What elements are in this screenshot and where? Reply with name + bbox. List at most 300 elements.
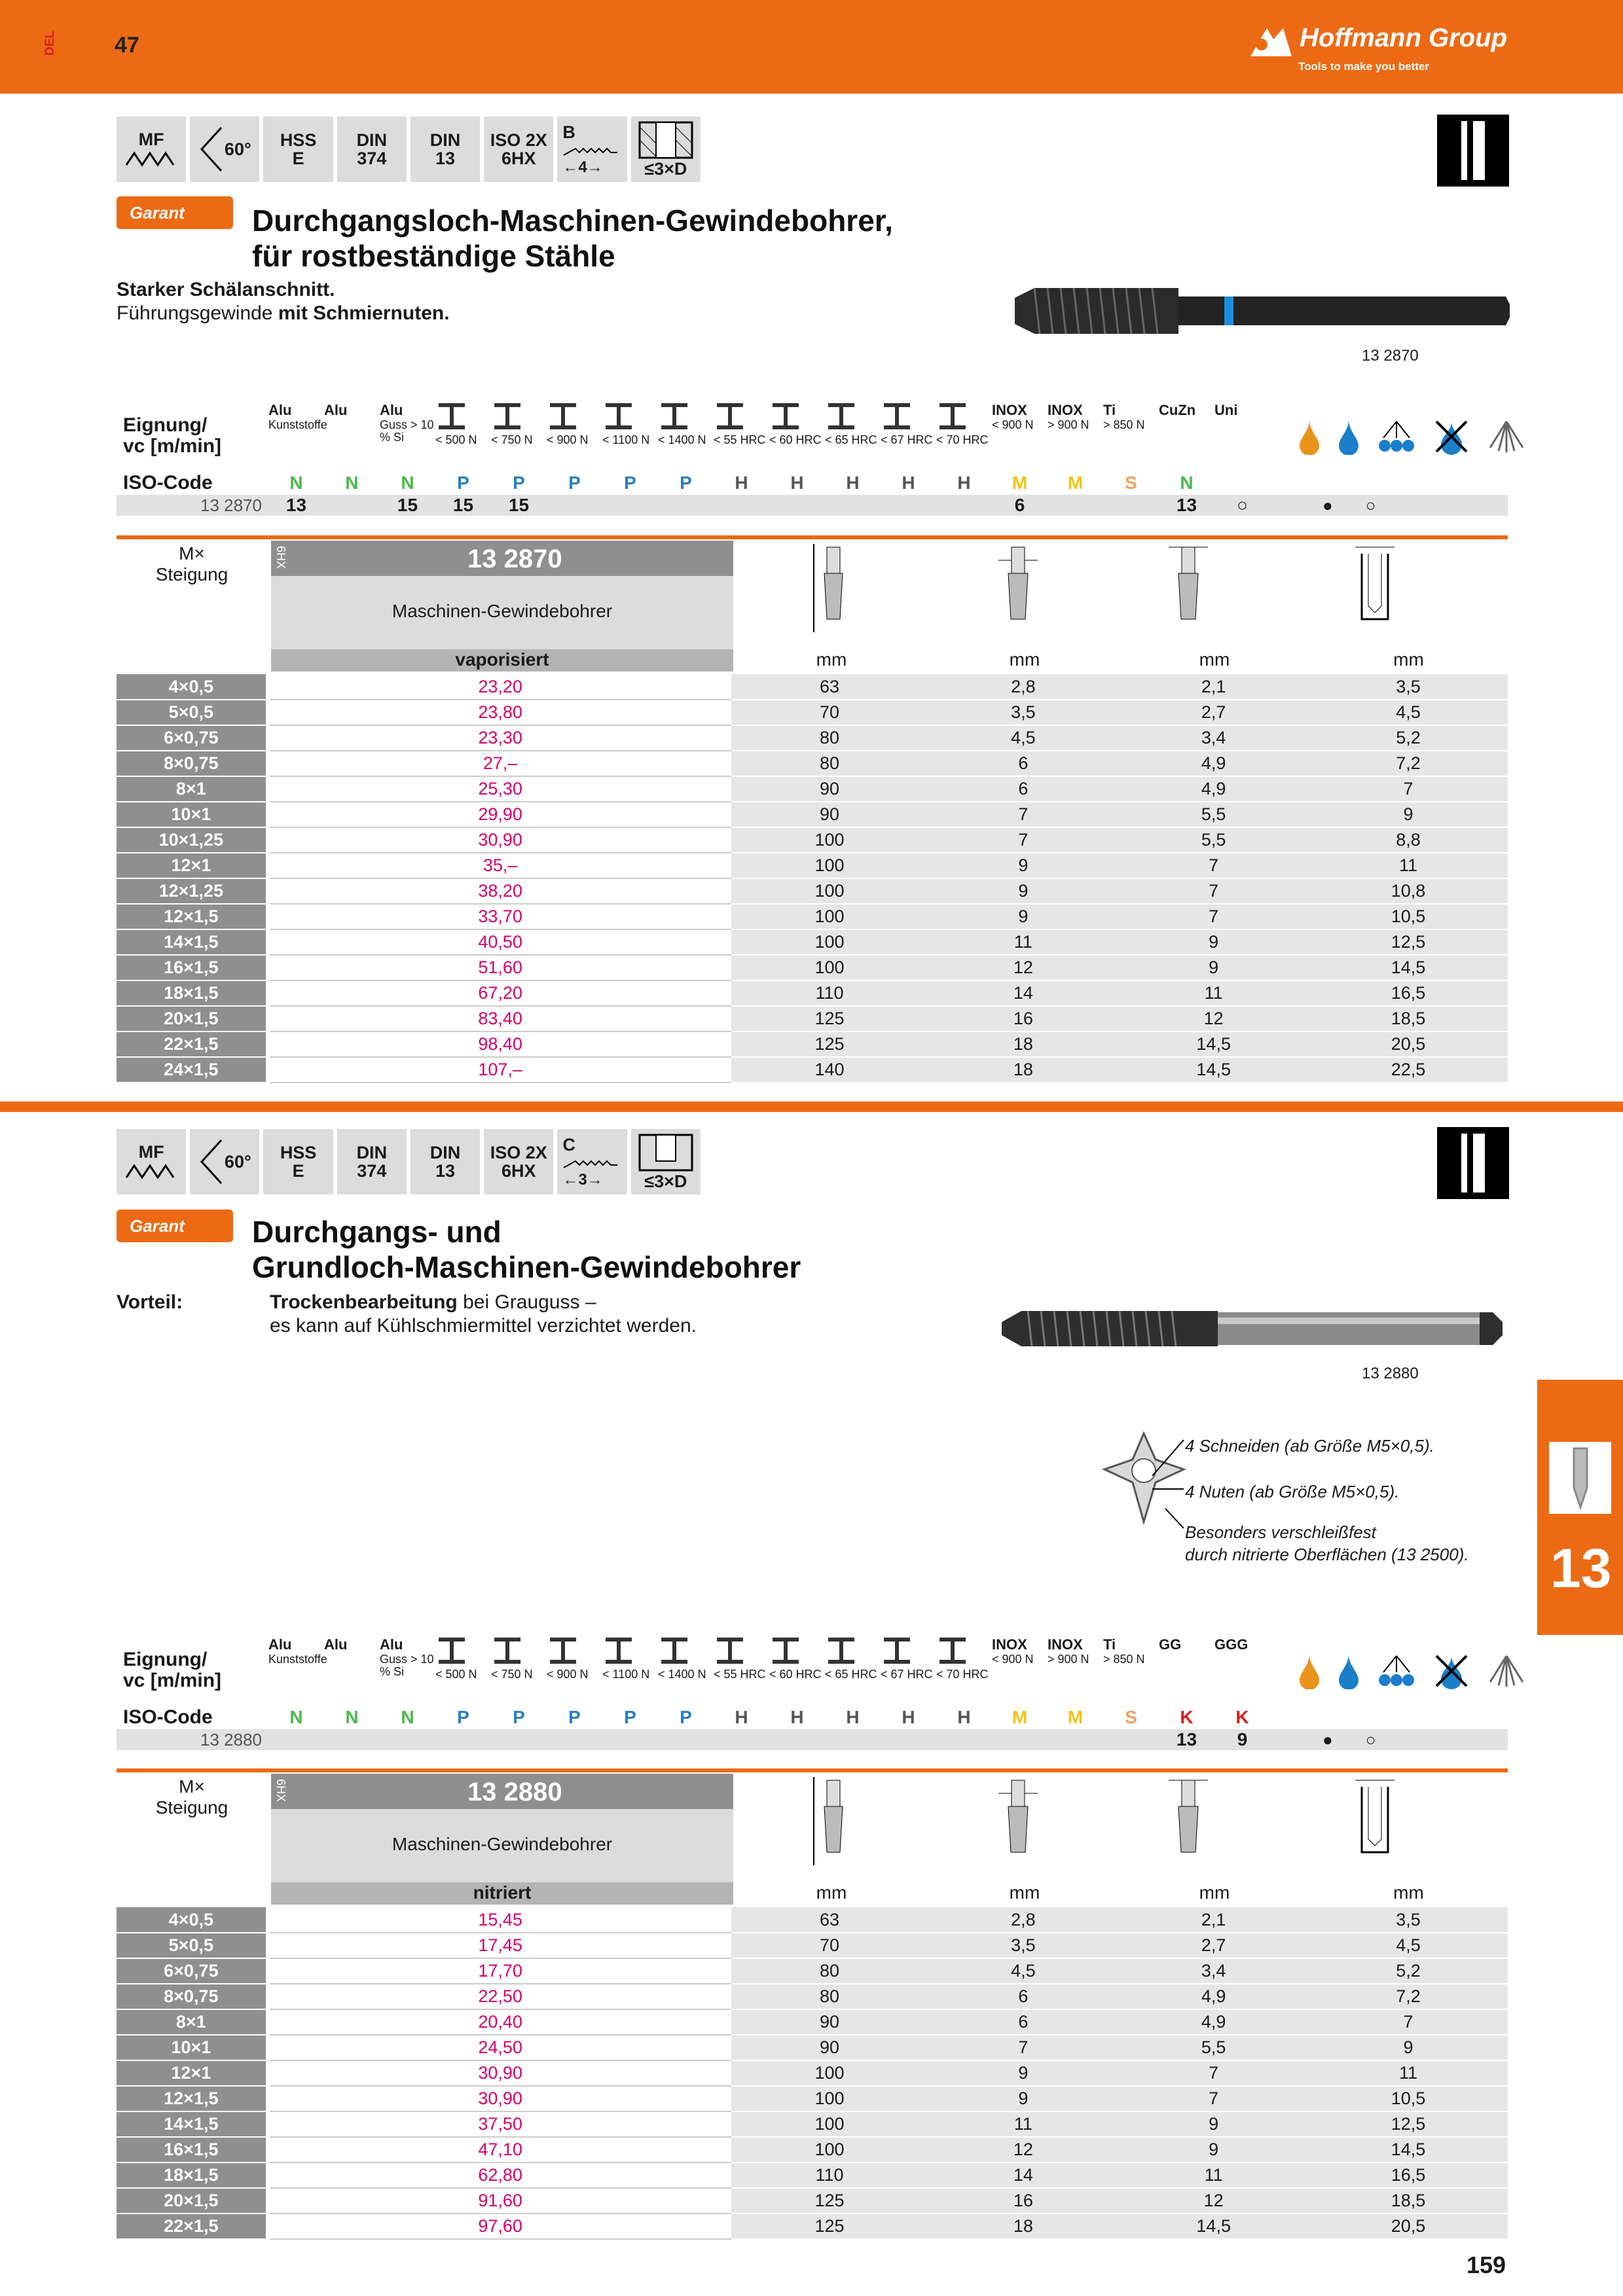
table-row[interactable] [117,751,1508,776]
table-row[interactable] [117,827,1508,853]
spec-din374: DIN 374 [337,1129,407,1194]
shank-cell: 11 [928,929,1118,955]
cutting-speed [769,1729,825,1750]
iso-code: P [680,473,692,493]
table-row[interactable] [117,1958,1508,1984]
size-cell: 12×1,25 [117,878,268,904]
length-cell: 125 [731,2188,928,2214]
iso-code: H [846,473,860,493]
length-cell: 100 [731,929,928,955]
material-col: < 750 N [491,395,547,446]
square-cell: 3,4 [1118,1958,1309,1984]
iso-code: N [401,1707,414,1727]
steel-beam-icon [769,402,802,431]
iso-code: K [1235,1707,1249,1727]
cutting-speed [658,495,714,516]
size-cell: 18×1,5 [117,2162,268,2188]
square-cell: 2,1 [1118,674,1309,700]
shank-dia-icon [995,1774,1041,1872]
size-cell: 12×1 [117,853,268,878]
price-cell: 51,60 [268,955,731,980]
material-col: < 65 HRC [825,1630,881,1681]
table-row[interactable] [117,878,1508,904]
shank-cell: 16 [928,1006,1118,1031]
price-cell: 30,90 [268,827,731,853]
material-col: < 60 HRC [769,1630,825,1681]
iso-code: H [846,1707,860,1727]
suitability-head-b: Eignung/ vc [m/min] [123,1649,222,1691]
steel-beam-icon [881,402,913,431]
iso-code: N [289,473,303,493]
square-cell: 14,5 [1118,2214,1309,2239]
square-cell: 2,7 [1118,1933,1309,1958]
steel-beam-icon [825,402,858,431]
material-col: < 900 N [547,1630,602,1681]
data-table-a [117,674,1508,1083]
spec-angle: 60° [190,117,259,182]
price-cell: 20,40 [268,2009,731,2035]
table-row[interactable] [117,955,1508,980]
price-cell: 98,40 [268,1031,731,1057]
shank-cell: 9 [928,904,1118,929]
cutting-speed [1103,1729,1159,1750]
shank-cell: 6 [928,2009,1118,2035]
size-cell: 10×1 [117,802,268,827]
shank-cell: 12 [928,955,1118,980]
material-col: Alu Guss > 10 % Si [380,1636,434,1678]
qr-code-b[interactable] [1437,1127,1509,1199]
size-cell: 8×1 [117,776,268,802]
brand-tagline: Tools to make you better [1298,60,1429,73]
material-col: < 55 HRC [714,395,769,446]
length-cell: 100 [731,2111,928,2137]
spec-mf: MF [117,117,186,182]
hole-cell: 7 [1309,776,1508,802]
steel-beam-icon [936,1636,969,1665]
spec-din374: DIN 374 [337,117,407,182]
hole-cell: 11 [1309,853,1508,878]
square-cell: 12 [1118,2188,1309,2214]
table-row[interactable] [117,904,1508,929]
price-cell: 38,20 [268,878,731,904]
iso-code: K [1180,1707,1194,1727]
code-row-b: 13 2880 13 9 ● ○ [117,1729,1508,1750]
material-col: GG [1159,1636,1182,1653]
spec-chamfer: B ←4→ [557,117,627,182]
iso-code: H [790,473,804,493]
tap-image-a [1008,278,1512,344]
table-row[interactable] [117,1057,1508,1083]
material-col: < 1400 N [658,1630,714,1681]
shank-cell: 6 [928,751,1118,776]
hole-cell: 14,5 [1309,2137,1508,2162]
shank-cell: 16 [928,2188,1118,2214]
hole-cell: 4,5 [1309,700,1508,725]
price-cell: 17,45 [268,1933,731,1958]
price-cell: 29,90 [268,802,731,827]
iso-code: P [568,473,581,493]
material-col: Alu [324,402,348,418]
hole-cell: 10,8 [1309,878,1508,904]
size-cell: 10×1 [117,2035,268,2060]
square-cell: 9 [1118,929,1309,955]
square-cell: 14,5 [1118,1031,1309,1057]
square-cell: 9 [1118,2111,1309,2137]
garant-logo-a: Garant [117,196,233,229]
length-cell: 100 [731,827,928,853]
cutting-speed [491,1729,547,1750]
iso-code: N [401,473,414,493]
shank-dia-icon [995,541,1041,639]
hole-cell: 7,2 [1309,1984,1508,2009]
length-cell: 80 [731,1958,928,1984]
spec-din13: DIN 13 [410,1129,480,1194]
hole-cell: 5,2 [1309,1958,1508,1984]
length-cell: 110 [731,980,928,1006]
cutting-speed [936,495,992,516]
square-cell: 7 [1118,853,1309,878]
table-row[interactable] [117,1031,1508,1057]
mx-header-a: M× Steigung [155,543,228,584]
material-col: INOX < 900 N [992,1636,1034,1666]
page-header [0,0,1623,94]
units-b: mm mm mm mm [816,1882,1424,1903]
length-cell: 140 [731,1057,928,1083]
shank-cell: 4,5 [928,1958,1118,1984]
table-row[interactable] [117,2137,1508,2162]
steel-beam-icon [769,1636,802,1665]
hole-cell: 5,2 [1309,725,1508,751]
price-cell: 23,30 [268,725,731,751]
price-cell: 30,90 [268,2086,731,2111]
size-cell: 22×1,5 [117,2214,268,2239]
steel-beam-icon [658,1636,691,1665]
square-cell: 4,9 [1118,2009,1309,2035]
shank-cell: 12 [928,2137,1118,2162]
length-cell: 110 [731,2162,928,2188]
price-cell: 33,70 [268,904,731,929]
cutting-speed: 13 [285,495,307,515]
square-cell: 12 [1118,1006,1309,1031]
length-cell: 125 [731,2214,928,2239]
iso-code: S [1125,1707,1137,1727]
section-label: DEL [43,31,57,56]
length-cell: 90 [731,2009,928,2035]
square-cell: 14,5 [1118,1057,1309,1083]
material-col: < 67 HRC [881,395,936,446]
table-row[interactable] [117,1984,1508,2009]
steel-beam-icon [658,402,691,431]
square-cell: 5,5 [1118,827,1309,853]
material-col: Ti > 850 N [1103,402,1145,431]
material-col: < 1400 N [658,395,714,446]
square-cell: 9 [1118,2137,1309,2162]
steel-beam-icon [714,402,746,431]
table-row[interactable] [117,2086,1508,2111]
material-col: INOX > 900 N [1048,402,1089,431]
square-cell: 7 [1118,878,1309,904]
length-cell: 100 [731,904,928,929]
advantage-label: Vorteil: [117,1291,183,1313]
iso-code [1214,473,1270,493]
shank-cell: 9 [928,878,1118,904]
material-col: < 1100 N [602,1630,658,1681]
material-col: < 65 HRC [825,395,881,446]
cutting-speed [1048,1729,1103,1750]
qr-code-a[interactable] [1437,115,1509,187]
table-row[interactable] [117,2035,1508,2060]
iso-code: H [735,473,748,493]
length-cell: 90 [731,2035,928,2060]
size-cell: 12×1 [117,2060,268,2086]
price-cell: 40,50 [268,929,731,955]
price-cell: 107,– [268,1057,731,1083]
square-cell: 5,5 [1118,802,1309,827]
oil-drop-icon [1298,418,1321,455]
table-row[interactable] [117,853,1508,878]
iso-code: H [790,1707,804,1727]
table-row[interactable] [117,776,1508,802]
iso-code: P [457,473,469,493]
cutting-speed: 15 [452,495,474,515]
cutting-speed: 9 [1237,1729,1248,1749]
material-col: GGG [1214,1636,1249,1653]
table-row[interactable] [117,2060,1508,2086]
shank-cell: 18 [928,1057,1118,1083]
size-cell: 8×0,75 [117,1984,268,2009]
iso-code: P [513,473,525,493]
hole-cell: 20,5 [1309,2214,1508,2239]
price-cell: 83,40 [268,1006,731,1031]
cutting-speed [1103,495,1159,516]
material-col: Alu Kunststoffe [268,1636,327,1666]
length-cell: 125 [731,1006,928,1031]
hole-cell: 16,5 [1309,2162,1508,2188]
length-icon [809,1774,854,1872]
length-cell: 63 [731,1907,928,1933]
table-row[interactable] [117,725,1508,751]
advantage-text: Trockenbearbeitung bei Grauguss – es kann auf Kühlschmiermittel verzichtet werden. [270,1291,697,1336]
table-row[interactable] [117,2162,1508,2188]
table-row[interactable] [117,674,1508,700]
price-cell: 23,20 [268,674,731,700]
table-row[interactable] [117,1006,1508,1031]
length-cell: 90 [731,776,928,802]
price-cell: 35,– [268,853,731,878]
price-cell: 25,30 [268,776,731,802]
steel-beam-icon [547,1636,579,1665]
units-a: mm mm mm mm [816,649,1424,670]
price-cell: 97,60 [268,2214,731,2239]
size-cell: 5×0,5 [117,1933,268,1958]
iso-code: N [289,1707,303,1727]
length-cell: 125 [731,1031,928,1057]
square-cell: 2,7 [1118,700,1309,725]
title-b: Durchgangs- und Grundloch-Maschinen-Gewindebohrer [252,1215,801,1284]
shank-cell: 6 [928,1984,1118,2009]
shank-cell: 11 [928,2111,1118,2137]
price-cell: 15,45 [268,1907,731,1933]
size-cell: 22×1,5 [117,1031,268,1057]
size-cell: 16×1,5 [117,955,268,980]
hole-cell: 7,2 [1309,751,1508,776]
water-drop-icon [1338,1653,1360,1689]
iso-row-b: ISO-Code N N N P P P P P H H H H H M M S K K [117,1706,1508,1729]
material-col: Alu Guss > 10 % Si [380,402,434,444]
steel-beam-icon [936,402,969,431]
size-cell: 14×1,5 [117,929,268,955]
size-cell: 4×0,5 [117,1907,268,1933]
material-col: < 500 N [435,1630,491,1681]
dry-icon [1433,1653,1470,1689]
steel-beam-icon [825,1636,858,1665]
length-cell: 90 [731,802,928,827]
spray-icon [1377,418,1416,455]
cutting-speed [714,1729,769,1750]
shank-cell: 14 [928,980,1118,1006]
shank-cell: 3,5 [928,1933,1118,1958]
steel-beam-icon [881,1636,913,1665]
rule-a [117,535,1508,539]
square-cell: 7 [1118,904,1309,929]
material-col: < 70 HRC [936,395,992,446]
square-cell: 2,1 [1118,1907,1309,1933]
square-cell: 4,9 [1118,776,1309,802]
chapter-tab[interactable] [1537,1380,1623,1635]
dry-icon [1433,418,1470,455]
size-cell: 20×1,5 [117,2188,268,2214]
article-desc-b: Maschinen-Gewindebohrer [271,1809,733,1882]
steel-beam-icon [602,402,635,431]
square-icon [1165,1774,1211,1872]
price-cell: 91,60 [268,2188,731,2214]
square-cell: 11 [1118,980,1309,1006]
chapter-number: 13 [1550,1537,1612,1599]
steel-beam-icon [714,1636,746,1665]
feature-notes: 4 Schneiden (ab Größe M5×0,5). 4 Nuten (ab Größe M5×0,5). Besonders verschleißfest durch nitrierte Oberflächen (13 2500). [1185,1436,1469,1564]
core-hole-icon [1352,541,1398,639]
table-row[interactable] [117,1933,1508,1958]
length-cell: 80 [731,1984,928,2009]
cutting-speed [380,1729,435,1750]
table-row[interactable] [117,980,1508,1006]
article-header-a: 6HX 13 2870 [271,541,733,576]
iso-code: M [1012,473,1028,493]
hole-cell: 14,5 [1309,955,1508,980]
length-cell: 70 [731,700,928,725]
cutting-speed [825,1729,881,1750]
size-cell: 20×1,5 [117,1006,268,1031]
hole-cell: 3,5 [1309,674,1508,700]
cutting-speed: 6 [1014,495,1025,515]
iso-code: H [902,1707,915,1727]
cutting-speed [602,495,658,516]
table-row[interactable] [117,802,1508,827]
top-page-number: 47 [115,33,139,58]
cutting-speed: ○ [1237,495,1248,515]
shank-cell: 3,5 [928,700,1118,725]
iso-code: P [513,1707,525,1727]
iso-code: H [735,1707,748,1727]
cutting-speed [992,1729,1048,1750]
spec-hss: HSS E [263,117,333,182]
size-cell: 18×1,5 [117,980,268,1006]
cutting-speed [435,1729,491,1750]
cutting-speed: 15 [397,495,418,515]
image-label-a: 13 2870 [1362,347,1419,365]
spray-icon [1377,1653,1416,1689]
length-cell: 80 [731,725,928,751]
shank-cell: 7 [928,802,1118,827]
spec-chamfer: C ←3→ [557,1129,627,1194]
hole-cell: 3,5 [1309,1907,1508,1933]
code-row-a: 13 2870 13 15 15 15 6 13 ○ ● ○ [117,495,1508,516]
material-col: Alu Kunststoffe [268,402,327,431]
title-a: Durchgangsloch-Maschinen-Gewindebohrer, für rostbeständige Stähle [252,204,893,273]
cutting-speed [324,495,380,516]
cutting-speed [602,1729,658,1750]
price-cell: 24,50 [268,2035,731,2060]
coolant-icons-a [1298,418,1526,455]
hole-cell: 22,5 [1309,1057,1508,1083]
iso-code: S [1125,473,1137,493]
size-cell: 5×0,5 [117,700,268,725]
length-cell: 100 [731,2060,928,2086]
price-cell: 23,80 [268,700,731,725]
material-col: < 900 N [547,395,602,446]
shank-cell: 9 [928,853,1118,878]
material-col: < 500 N [435,395,491,446]
steel-beam-icon [435,402,468,431]
table-row[interactable] [117,700,1508,725]
iso-code: N [345,473,359,493]
table-row[interactable] [117,929,1508,955]
iso-code: H [902,473,915,493]
spec-depth: ≤3×D [631,1129,701,1194]
table-row[interactable] [117,1907,1508,1933]
iso-code: P [624,1707,636,1727]
table-row[interactable] [117,2188,1508,2214]
length-cell: 80 [731,751,928,776]
table-row[interactable] [117,2009,1508,2035]
shank-cell: 4,5 [928,725,1118,751]
cutting-speed [547,1729,602,1750]
shank-cell: 7 [928,827,1118,853]
coating-a: vaporisiert [271,649,733,672]
material-col: < 60 HRC [769,395,825,446]
garant-logo-b: Garant [117,1210,233,1242]
table-row[interactable] [117,2214,1508,2239]
steel-beam-icon [435,1636,468,1665]
size-cell: 24×1,5 [117,1057,268,1083]
rule-b [117,1768,1508,1772]
shank-cell: 9 [928,2086,1118,2111]
spec-icons-a [117,117,701,182]
hole-cell: 4,5 [1309,1933,1508,1958]
cutting-speed [658,1729,714,1750]
core-hole-icon [1352,1774,1398,1872]
cutting-speed [825,495,881,516]
hole-cell: 9 [1309,802,1508,827]
price-cell: 27,– [268,751,731,776]
size-cell: 12×1,5 [117,2086,268,2111]
size-cell: 6×0,75 [117,1958,268,1984]
spec-din13: DIN 13 [410,117,480,182]
price-cell: 30,90 [268,2060,731,2086]
hole-cell: 8,8 [1309,827,1508,853]
table-row[interactable] [117,2111,1508,2137]
material-col: Ti > 850 N [1103,1636,1145,1666]
